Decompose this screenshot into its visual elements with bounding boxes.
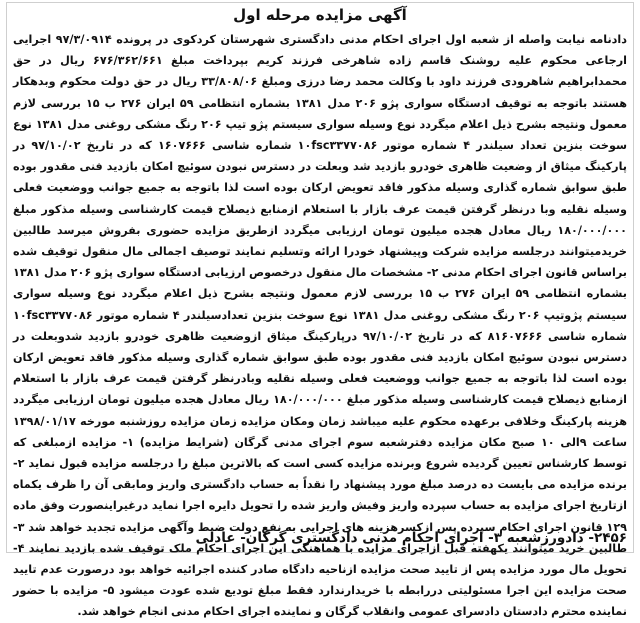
notice-footer: ۲۴۵۶- دادورزشعبه ۳- اجرای احکام مدنی دادگستری گرگان- عادلی xyxy=(195,530,627,546)
notice-body: دادنامه نیابت واصله از شعبه اول اجرای احکام مدنی دادگستری شهرستان کردکوی در پرونده ۹۷/۳/۰۹۱۴ اجرایی ارجاعی محکوم علیه روشنک قاسم زاده شاهرخی فرزند کریم بپرداخت مبلغ ۶۷۶/۳۶۲/۶۶۱ ریال در حق محمدابراهیم شاهرودی فرزند داود با وکالت محمد رضا درزی ومبلغ ۳۳/۸۰۸/۰۶ ریال در حق دولت محکوم وبدهکار هستند باتوجه به توقیف ادستگاه سواری پژو ۲۰۶ مدل ۱۳۸۱ بشماره انتظامی ۵۹ ایران ۲۷۶ ب ۱۵ بررسی لازم معمول ونتیجه بشرح ذیل اعلام میگردد نوع وسیله سواری سیستم پژو تیپ ۲۰۶ رنگ مشکی روغنی مدل ۱۳۸۱ نوع سوخت بنزین تعداد سیلندر ۴ شماره موتور ۱۰fsc۳۳۷۷۰۸۶ شماره شاسی ۱۶۰۷۶۶۶ که در تاریخ ۹۷/۱۰/۰۲ در پارکینگ میثاق از وضعیت ظاهری خودرو بازدید شد وبعلت در دسترس نبودن سوئیچ امکان بازدید فنی مقدور بوده طبق سوابق شماره گذاری وسیله مذکور فاقد تعویض ارکان بوده است لذا باتوجه به جمیع جوانب ووضعیت فعلی وسیله نقلیه وبا درنظر گرفتن قیمت عرف بازار با استعلام ازمنابع ذیصلاح قیمت کارشناسی وسیله مذکور مبلغ ۱۸۰/۰۰۰/۰۰۰ ریال معادل هجده میلیون تومان ارزیابی میگردد ازطریق مزایده حضوری بفروش میرسد طالبین خریدمیتوانند درجلسه مزایده شرکت وپیشنهاد خودرا ارائه وتسلیم نمایند توصیف اجمالی مال منقول توقیف شده براساس قانون اجرای احکام مدنی ۲- مشخصات مال منقول درخصوص ارزیابی ادستگاه سواری پژو ۲۰۶ مدل ۱۳۸۱ بشماره انتظامی ۵۹ ایران ۲۷۶ ب ۱۵ بررسی لازم معمول ونتیجه بشرح ذیل اعلام میگردد نوع وسیله سواری سیستم پژوتیپ ۲۰۶ رنگ مشکی روغنی مدل ۱۳۸۱ نوع سوخت بنزین تعدادسیلندر ۴ شماره موتور ۱۰fsc۳۳۷۷۰۸۶ شماره شاسی ۸۱۶۰۷۶۶۶ که در تاریخ ۹۷/۱۰/۰۲ درپارکینگ میثاق ازوضعیت ظاهری خودرو بازدید شدوبعلت در دسترس نبودن سوئیچ امکان بازدید فنی مقدور بوده طبق سوابق شماره گذاری وسیله مذکور فاقد تعویض ارکان بوده است لذا باتوجه به جمیع جوانب ووضعیت فعلی وسیله نقلیه وبادرنظر گرفتن قیمت عرف بازار با استعلام ازمنابع ذیصلاح قیمت کارشناسی وسیله مذکور مبلغ ۱۸۰/۰۰۰/۰۰۰ ریال معادل هجده میلیون تومان ارزیابی میگردد هزینه پارکینگ وخلافی برعهده محکوم علیه میباشد زمان ومکان مزایده زمان مزایده روزشنبه مورخه ۱۳۹۸/۰۱/۱۷ ساعت ۹الی ۱۰ صبح مکان مزایده دفترشعبه سوم اجرای مدنی گرگان (شرایط مزایده) ۱- مزایده ازمبلغی که توسط کارشناس تعیین گردیده شروع وبرنده مزایده کسی است که بالاترین مبلغ را درجلسه مزایده قبول نماید ۲- برنده مزایده می بایست ده درصد مبلغ مورد پیشنهاد را نقداً به حساب دادگستری واریز ومابقی آن را ظرف یکماه ازتاریخ اجرای مزایده به حساب سپرده واریز وفیش واریز شده را تحویل دایره اجرا نماید درغیراینصورت وفق ماده ۱۲۹ قانون اجرای احکام سپرده پس ازکسرهزینه های اجرایی به نفع دولت ضبط وآگهی مزایده تجدید خواهد شد ۳- طالبین خرید میتوانند یکهفته قبل ازاجرای مزایده با هماهنگی این اجرای احکام ملک توقیف شده بازدید نمایند ۴- تحویل مال مورد مزایده پس از تایید صحت مزایده ازناحیه دادگاه صادر کننده اجرائیه خواهد بود درصورت عدم تایید صحت مزایده این اجرا مسئولیتی دررابطه با خریدارندارد فقط مبلغ تودیع شده عودت میشود ۵- مزایده با حضور نماینده محترم دادستان دادسرای عمومی وانقلاب گرگان و نماینده اجرای احکام مدنی انجام خواهد شد. xyxy=(13,33,628,619)
auction-notice xyxy=(6,2,634,619)
notice-title: آگهی مزایده مرحله اول xyxy=(233,6,407,24)
